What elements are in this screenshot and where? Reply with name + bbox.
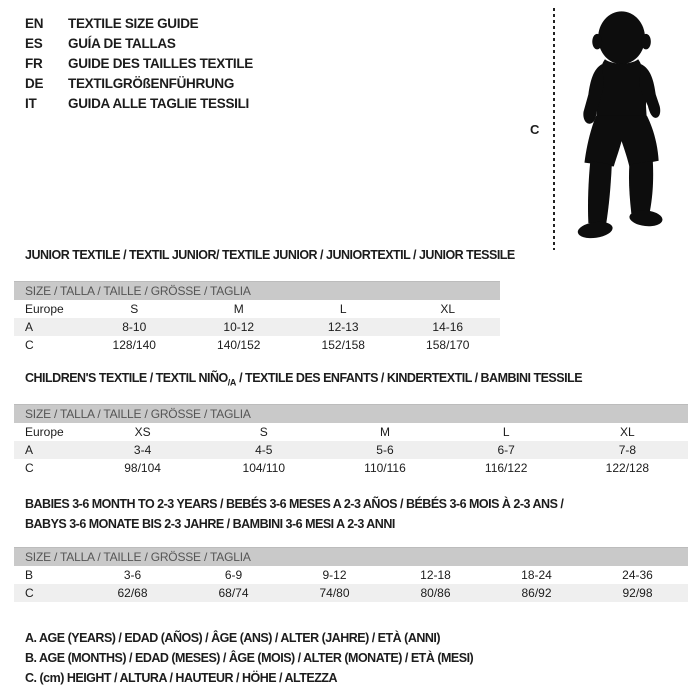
table-cell: 8-10 xyxy=(82,318,187,336)
table-cell: 68/74 xyxy=(183,584,284,602)
section-title-babies-line2: BABYS 3-6 MONATE BIS 2-3 JAHRE / BAMBINI 3-6 MESI A 2-3 ANNI xyxy=(25,517,395,531)
language-title-list xyxy=(25,14,253,114)
section-title-junior: JUNIOR TEXTILE / TEXTIL JUNIOR/ TEXTILE JUNIOR / JUNIORTEXTIL / JUNIOR TESSILE xyxy=(25,248,515,262)
table-cell: L xyxy=(339,302,347,316)
table-cell: S xyxy=(259,425,268,439)
table-cell: 14-16 xyxy=(396,318,501,336)
table-row-age-years xyxy=(14,318,500,336)
table-cell: 6-9 xyxy=(224,568,243,582)
table-cell: 5-6 xyxy=(324,441,445,459)
section-title-babies xyxy=(25,494,563,534)
height-measure-label: C xyxy=(530,121,540,137)
size-header-bar: SIZE / TALLA / TAILLE / GRÖSSE / TAGLIA xyxy=(14,547,688,566)
size-header-bar: SIZE / TALLA / TAILLE / GRÖSSE / TAGLIA xyxy=(14,404,688,423)
language-title: TEXTILGRÖßENFÜHRUNG xyxy=(68,76,235,91)
table-cell: 122/128 xyxy=(605,461,650,475)
language-row xyxy=(25,74,253,94)
junior-size-table xyxy=(14,300,500,354)
language-row xyxy=(25,94,253,114)
language-code: IT xyxy=(25,96,37,111)
table-row-age-months xyxy=(14,566,688,584)
children-size-table xyxy=(14,423,688,477)
row-label: Europe xyxy=(25,302,64,316)
table-cell: 80/86 xyxy=(385,584,486,602)
table-cell: S xyxy=(130,302,139,316)
table-row-europe xyxy=(14,423,688,441)
table-cell: L xyxy=(502,425,510,439)
table-cell: 7-8 xyxy=(567,441,688,459)
table-cell: 140/152 xyxy=(217,338,261,352)
footnote-list xyxy=(25,628,473,688)
language-row xyxy=(25,54,253,74)
language-code: FR xyxy=(25,56,43,71)
section-title-children-pre: CHILDREN'S TEXTILE / TEXTIL NIÑO xyxy=(25,371,228,385)
table-cell: 9-12 xyxy=(322,568,347,582)
table-cell: 3-6 xyxy=(123,568,142,582)
row-label: Europe xyxy=(25,425,64,439)
section-title-babies-line1: BABIES 3-6 MONTH TO 2-3 YEARS / BEBÉS 3-6 MESES A 2-3 AÑOS / BÉBÉS 3-6 MOIS À 2-3 ANS / xyxy=(25,497,564,511)
size-header-bar: SIZE / TALLA / TAILLE / GRÖSSE / TAGLIA xyxy=(14,281,500,300)
table-cell: 158/170 xyxy=(426,338,470,352)
language-row xyxy=(25,34,253,54)
table-cell: 24-36 xyxy=(622,568,653,582)
table-cell: 74/80 xyxy=(284,584,385,602)
table-cell: 62/68 xyxy=(82,584,183,602)
table-cell: 3-4 xyxy=(82,441,203,459)
language-code: DE xyxy=(25,76,44,91)
row-label: B xyxy=(25,568,34,582)
language-title: TEXTILE SIZE GUIDE xyxy=(68,16,199,31)
table-cell: 4-5 xyxy=(203,441,324,459)
table-cell: 6-7 xyxy=(446,441,567,459)
language-title: GUÍA DE TALLAS xyxy=(68,36,176,51)
language-code: ES xyxy=(25,36,43,51)
row-label: A xyxy=(14,441,82,459)
table-cell: 110/116 xyxy=(364,461,406,475)
table-cell: 12-13 xyxy=(291,318,396,336)
row-label: C xyxy=(14,584,82,602)
language-title: GUIDA ALLE TAGLIE TESSILI xyxy=(68,96,249,111)
table-cell: 98/104 xyxy=(124,461,161,475)
table-row-height-cm xyxy=(14,336,500,354)
table-cell: 152/158 xyxy=(321,338,365,352)
table-cell: XS xyxy=(134,425,151,439)
language-title: GUIDE DES TAILLES TEXTILE xyxy=(68,56,254,71)
row-label: C xyxy=(25,461,34,475)
table-cell: 128/140 xyxy=(112,338,156,352)
table-row-age-years xyxy=(14,441,688,459)
table-row-europe xyxy=(14,300,500,318)
table-cell: 86/92 xyxy=(486,584,587,602)
section-title-children xyxy=(25,371,582,388)
footnote-a: A. AGE (YEARS) / EDAD (AÑOS) / ÂGE (ANS) / ALTER (JAHRE) / ETÀ (ANNI) xyxy=(25,631,441,645)
language-row xyxy=(25,14,253,34)
table-cell: 104/110 xyxy=(242,461,286,475)
table-cell: 18-24 xyxy=(521,568,552,582)
babies-size-table xyxy=(14,566,688,602)
section-title-children-sub: /A xyxy=(227,377,237,388)
row-label: C xyxy=(25,338,34,352)
table-cell: XL xyxy=(620,425,635,439)
table-cell: M xyxy=(233,302,244,316)
height-dashed-line xyxy=(553,8,555,250)
row-label: A xyxy=(14,318,82,336)
table-cell: 12-18 xyxy=(420,568,451,582)
footnote-c: C. (cm) HEIGHT / ALTURA / HAUTEUR / HÖHE / ALTEZZA xyxy=(25,671,338,685)
footnote-b: B. AGE (MONTHS) / EDAD (MESES) / ÂGE (MOIS) / ALTER (MONATE) / ETÀ (MESI) xyxy=(25,651,474,665)
table-row-height-cm xyxy=(14,584,688,602)
language-code: EN xyxy=(25,16,44,31)
height-measure-figure xyxy=(530,8,685,250)
toddler-silhouette-icon xyxy=(563,8,685,248)
table-cell: M xyxy=(379,425,390,439)
section-title-children-post: / TEXTILE DES ENFANTS / KINDERTEXTIL / BAMBINI TESSILE xyxy=(236,371,583,385)
table-cell: 10-12 xyxy=(187,318,292,336)
table-row-height-cm xyxy=(14,459,688,477)
table-cell: 116/122 xyxy=(484,461,528,475)
table-cell: 92/98 xyxy=(587,584,688,602)
table-cell: XL xyxy=(440,302,456,316)
